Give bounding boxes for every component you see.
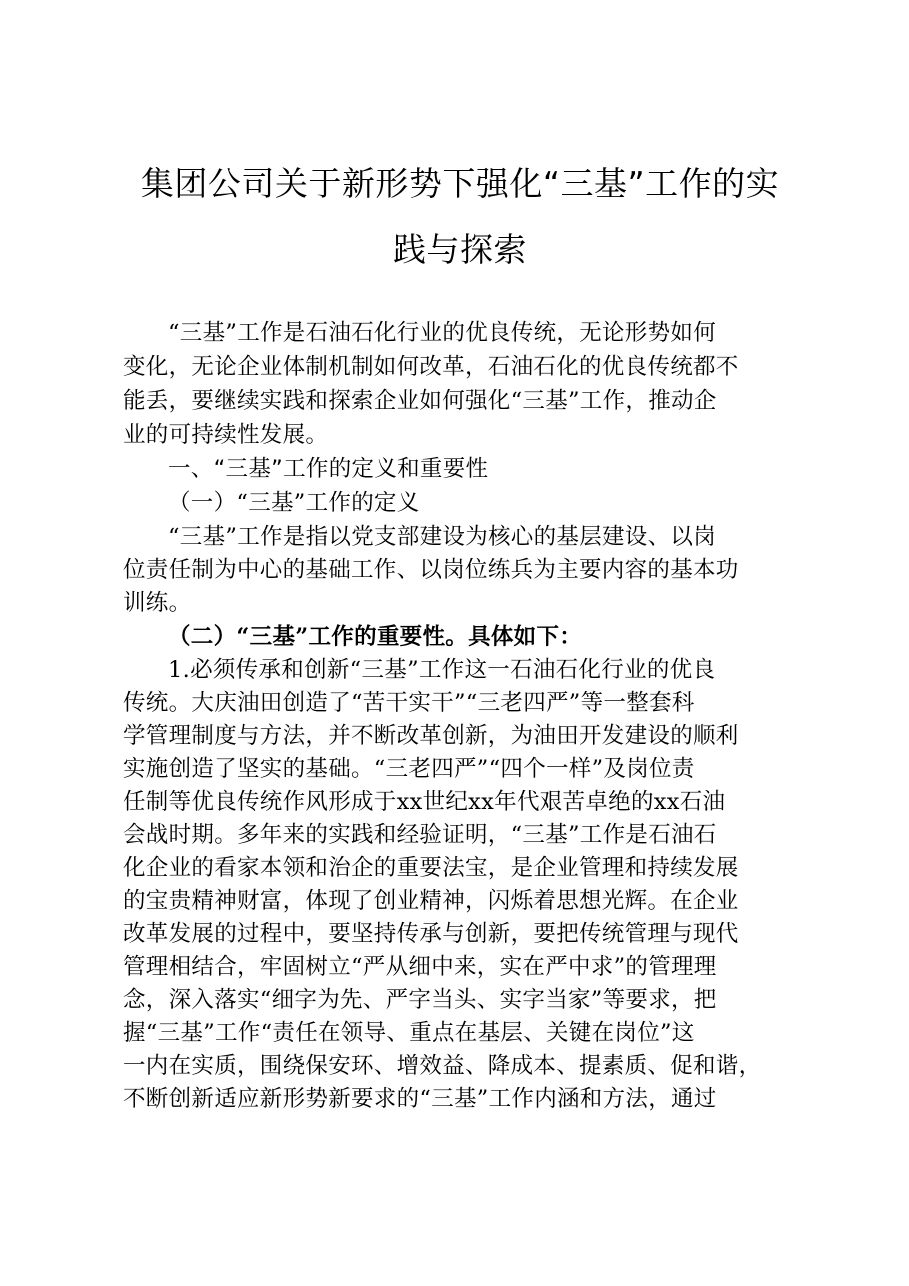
paragraph-line: 念，深入落实“细字为先、严字当头、实字当家”等要求，把 [123,987,717,1013]
paragraph-line: 改革发展的过程中，要坚持传承与创新，要把传统管理与现代 [123,921,739,947]
subsection-heading: （一）“三基”工作的定义 [168,490,420,516]
paragraph-line: 传统。大庆油田创造了“苦干实干”“三老四严”等一整套科 [123,690,695,716]
paragraph-line: 会战时期。多年来的实践和经验证明，“三基”工作是石油石 [123,822,717,848]
paragraph-line: 1.必须传承和创新“三基”工作这一石油石化行业的优良 [168,657,716,683]
paragraph-line: 管理相结合，牢固树立“严从细中来，实在严中求”的管理理 [123,954,717,980]
paragraph-line: 训练。 [123,590,192,616]
paragraph-line: 位责任制为中心的基础工作、以岗位练兵为主要内容的基本功 [123,557,739,583]
paragraph-line: 学管理制度与方法，并不断改革创新，为油田开发建设的顺利 [123,723,739,749]
paragraph-line: 的宝贵精神财富，体现了创业精神，闪烁着思想光辉。在企业 [123,888,739,914]
paragraph-line: 握“三基”工作“责任在领导、重点在基层、关键在岗位”这 [123,1020,695,1046]
paragraph-line: 不断创新适应新形势新要求的“三基”工作内涵和方法，通过 [123,1086,717,1112]
section-heading: 一、“三基”工作的定义和重要性 [168,456,489,482]
paragraph-line: “三基”工作是指以党支部建设为核心的基层建设、以岗 [168,524,717,550]
paragraph-line: “三基”工作是石油石化行业的优良传统，无论形势如何 [168,320,717,346]
subsection-heading: （二）“三基”工作的重要性。具体如下： [168,624,583,650]
paragraph-line: 变化，无论企业体制机制如何改革，石油石化的优良传统都不 [123,354,739,380]
document-title-line-2: 践与探索 [393,230,527,269]
paragraph-line: 化企业的看家本领和治企的重要法宝，是企业管理和持续发展 [123,855,739,881]
document-title-line-1: 集团公司关于新形势下强化“三基”工作的实 [140,164,780,203]
paragraph-line: 任制等优良传统作风形成于xx世纪xx年代艰苦卓绝的xx石油 [123,789,726,815]
paragraph-line: 业的可持续性发展。 [123,422,329,448]
paragraph-line: 一内在实质，围绕保安环、增效益、降成本、提素质、促和谐， [123,1053,762,1079]
paragraph-line: 能丢，要继续实践和探索企业如何强化“三基”工作，推动企 [123,388,717,414]
paragraph-line: 实施创造了坚实的基础。“三老四严”“四个一样”及岗位责 [123,756,695,782]
